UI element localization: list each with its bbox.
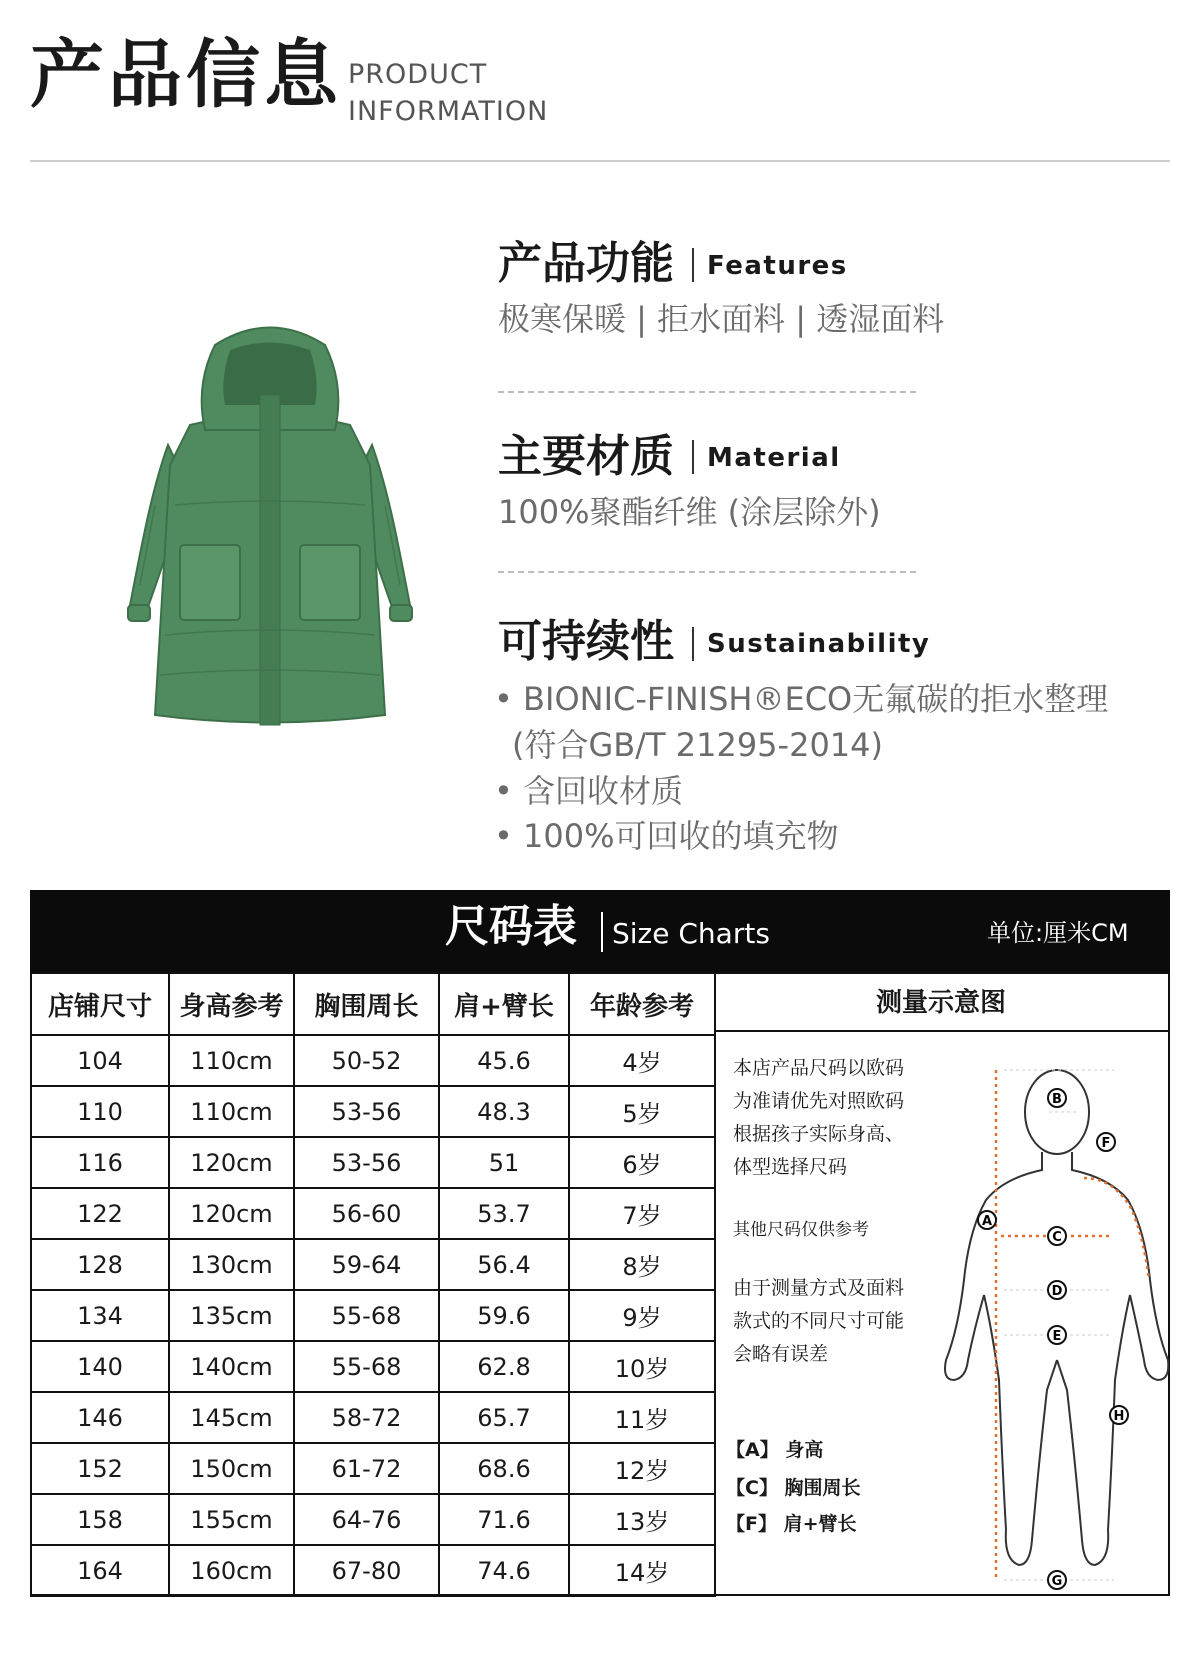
table-cell: 53-56 (294, 1086, 439, 1137)
features-divider (692, 248, 694, 282)
svg-text:C: C (1052, 1230, 1062, 1245)
table-cell: 145cm (169, 1392, 294, 1443)
marker-a (978, 1211, 996, 1229)
marker-f (1097, 1133, 1115, 1151)
legend-item: 【F】 肩+臂长 (726, 1513, 857, 1535)
list-item-text: 100%可回收的填充物 (523, 817, 839, 855)
section-divider (498, 571, 916, 573)
column-header: 胸围周长 (294, 973, 439, 1035)
table-cell: 50-52 (294, 1035, 439, 1086)
table-cell: 130cm (169, 1239, 294, 1290)
table-cell: 4岁 (569, 1035, 715, 1086)
legend-item: 【C】 胸围周长 (726, 1477, 861, 1499)
table-cell: 122 (31, 1188, 169, 1239)
size-note (733, 1052, 904, 1184)
table-cell: 155cm (169, 1494, 294, 1545)
table-cell: 59-64 (294, 1239, 439, 1290)
table-row (31, 1494, 715, 1545)
marker-d (1048, 1281, 1066, 1299)
size-note-line: 为准请优先对照欧码 (733, 1090, 905, 1112)
table-row (31, 1545, 715, 1596)
marker-b (1048, 1089, 1066, 1107)
table-cell: 64-76 (294, 1494, 439, 1545)
size-table (30, 972, 716, 1597)
table-cell: 45.6 (439, 1035, 569, 1086)
table-cell: 58-72 (294, 1392, 439, 1443)
table-cell: 110cm (169, 1035, 294, 1086)
table-cell: 55-68 (294, 1341, 439, 1392)
table-cell: 164 (31, 1545, 169, 1596)
page-title: 产品信息 (30, 32, 342, 118)
table-cell: 5岁 (569, 1086, 715, 1137)
table-cell: 53-56 (294, 1137, 439, 1188)
table-row (31, 1035, 715, 1086)
table-cell: 13岁 (569, 1494, 715, 1545)
size-note-line: 由于测量方式及面料 (733, 1277, 905, 1299)
product-image (120, 325, 420, 735)
table-header-row (31, 973, 715, 1035)
material-title: 主要材质 (498, 431, 674, 482)
table-cell: 10岁 (569, 1341, 715, 1392)
table-cell: 48.3 (439, 1086, 569, 1137)
list-item-text: BIONIC-FINISH®ECO无氟碳的拒水整理 (523, 680, 1109, 718)
table-cell: 140 (31, 1341, 169, 1392)
sustainability-title: 可持续性 (498, 616, 674, 667)
table-cell: 140cm (169, 1341, 294, 1392)
table-cell: 152 (31, 1443, 169, 1494)
svg-text:H: H (1113, 1409, 1125, 1424)
section-divider (498, 391, 916, 393)
list-item: • 含回收材质 (494, 772, 684, 810)
table-row (31, 1086, 715, 1137)
table-row (31, 1341, 715, 1392)
marker-h (1110, 1406, 1128, 1424)
diagram-title: 测量示意图 (714, 972, 1170, 1032)
body-measurement-figure (944, 1060, 1169, 1590)
table-cell: 74.6 (439, 1545, 569, 1596)
table-cell: 59.6 (439, 1290, 569, 1341)
column-header: 肩+臂长 (439, 973, 569, 1035)
size-chart-unit: 单位:厘米CM (987, 919, 1129, 947)
list-item: • 100%可回收的填充物 (494, 817, 839, 855)
size-chart-title-divider (601, 912, 603, 952)
table-cell: 120cm (169, 1137, 294, 1188)
sustainability-title-en: Sustainability (707, 629, 931, 659)
table-row (31, 1137, 715, 1188)
table-cell: 62.8 (439, 1341, 569, 1392)
table-cell: 128 (31, 1239, 169, 1290)
features-title-en: Features (707, 251, 848, 281)
table-cell: 9岁 (569, 1290, 715, 1341)
size-note-other: 其他尺码仅供参考 (733, 1220, 869, 1240)
table-cell: 135cm (169, 1290, 294, 1341)
marker-e (1048, 1326, 1066, 1344)
table-cell: 56-60 (294, 1188, 439, 1239)
table-cell: 150cm (169, 1443, 294, 1494)
size-note-line: 会略有误差 (733, 1343, 829, 1365)
svg-text:A: A (981, 1214, 993, 1229)
table-row (31, 1392, 715, 1443)
table-cell: 116 (31, 1137, 169, 1188)
table-cell: 14岁 (569, 1545, 715, 1596)
table-row (31, 1290, 715, 1341)
table-row (31, 1188, 715, 1239)
svg-text:G: G (1051, 1574, 1063, 1589)
material-body: 100%聚酯纤维 (涂层除外) (498, 493, 881, 531)
column-header: 身高参考 (169, 973, 294, 1035)
table-cell: 110cm (169, 1086, 294, 1137)
table-cell: 68.6 (439, 1443, 569, 1494)
size-note-line: 体型选择尺码 (733, 1156, 848, 1178)
size-note-error (733, 1272, 904, 1371)
table-cell: 7岁 (569, 1188, 715, 1239)
size-chart-title-en: Size Charts (612, 917, 770, 950)
size-note-line: 款式的不同尺寸可能 (733, 1310, 905, 1332)
size-chart-title: 尺码表 (445, 901, 577, 952)
page-title-en-line2: INFORMATION (348, 96, 549, 127)
svg-text:B: B (1052, 1092, 1062, 1107)
list-item: • BIONIC-FINISH®ECO无氟碳的拒水整理 (494, 680, 1109, 718)
list-item-text: 含回收材质 (523, 772, 684, 810)
size-note-line: 本店产品尺码以欧码 (733, 1057, 905, 1079)
column-header: 年龄参考 (569, 973, 715, 1035)
table-cell: 56.4 (439, 1239, 569, 1290)
table-cell: 71.6 (439, 1494, 569, 1545)
table-cell: 104 (31, 1035, 169, 1086)
table-cell: 55-68 (294, 1290, 439, 1341)
page-title-en-line1: PRODUCT (348, 59, 488, 90)
table-cell: 158 (31, 1494, 169, 1545)
svg-text:D: D (1051, 1284, 1063, 1299)
page-title-en (348, 56, 548, 130)
marker-c (1048, 1227, 1066, 1245)
size-note-line: 根据孩子实际身高、 (733, 1123, 905, 1145)
table-cell: 12岁 (569, 1443, 715, 1494)
table-cell: 6岁 (569, 1137, 715, 1188)
table-cell: 146 (31, 1392, 169, 1443)
features-title: 产品功能 (498, 238, 674, 289)
column-header: 店铺尺寸 (31, 973, 169, 1035)
svg-text:E: E (1052, 1329, 1062, 1344)
table-row (31, 1239, 715, 1290)
svg-text:F: F (1101, 1136, 1111, 1151)
table-cell: 160cm (169, 1545, 294, 1596)
table-cell: 8岁 (569, 1239, 715, 1290)
features-body: 极寒保暖 | 拒水面料 | 透湿面料 (498, 300, 945, 338)
marker-g (1048, 1571, 1066, 1589)
table-row (31, 1443, 715, 1494)
sustainability-divider (692, 627, 694, 661)
table-cell: 11岁 (569, 1392, 715, 1443)
table-cell: 120cm (169, 1188, 294, 1239)
table-cell: 67-80 (294, 1545, 439, 1596)
legend-item: 【A】 身高 (726, 1439, 824, 1461)
table-cell: 51 (439, 1137, 569, 1188)
table-cell: 65.7 (439, 1392, 569, 1443)
table-cell: 53.7 (439, 1188, 569, 1239)
list-item-note: (符合GB/T 21295-2014) (512, 726, 884, 764)
material-title-en: Material (707, 443, 841, 473)
table-cell: 61-72 (294, 1443, 439, 1494)
table-cell: 110 (31, 1086, 169, 1137)
table-cell: 134 (31, 1290, 169, 1341)
header-divider (30, 160, 1170, 162)
material-divider (692, 440, 694, 474)
